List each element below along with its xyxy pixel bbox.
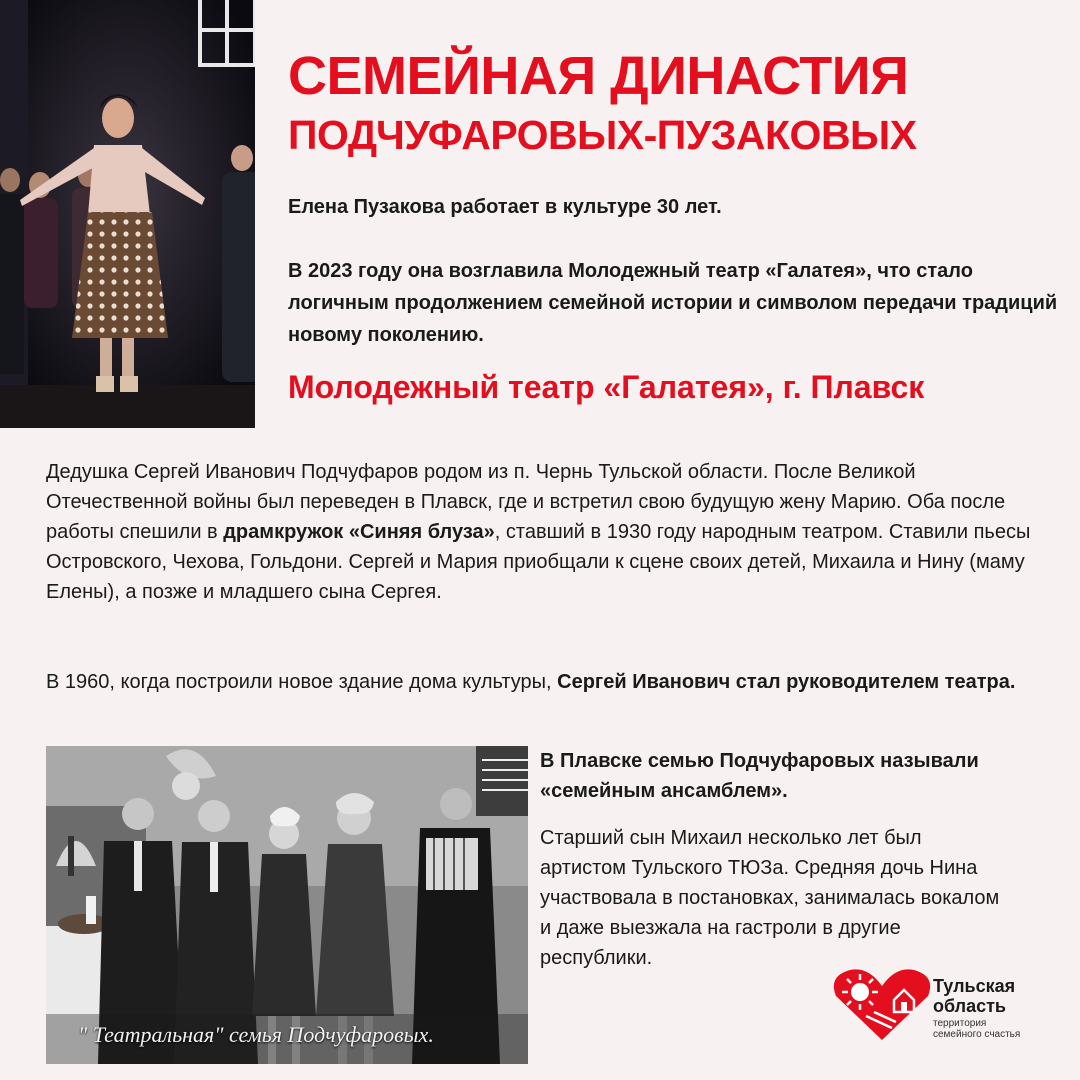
history-highlight: драмкружок «Синяя блуза» [223,521,495,543]
heart-logo-icon [832,966,932,1042]
stage-photo [0,0,255,428]
ensemble-heading: В Плавске семью Подчуфаровых называли «семейным ансамблем». [540,750,979,802]
intro-line-2: В 2023 году она возглавила Молодежный театр «Галатея», что стало логичным продолжением семейной истории и символом передачи традиций новому поколению. [288,260,1058,346]
theatre-name-heading: Молодежный театр «Галатея», г. Плавск [288,369,925,405]
page-title: СЕМЕЙНАЯ ДИНАСТИЯ [288,46,909,106]
logo-tagline: территория семейного счастья [933,1018,1021,1040]
photo-caption: " Театральная" семья Подчуфаровых. [78,1022,434,1047]
children-paragraph: Старший сын Михаил несколько лет был артистом Тульского ТЮЗа. Средняя дочь Нина участвовала в постановках, занималась вокалом и даже выезжала на гастроли в другие республики. [540,827,1000,969]
history-text-2: , ставший в 1930 году народным театром. Ставили пьесы Островского, Чехова, Гольдони. Сергей и Мария приобщали к сцене своих детей, Михаила и Нину (маму Елены), а позже и младшего сына Сергея. [46,521,1031,603]
logo-name: Тульская область [933,976,1016,1016]
intro-line-1: Елена Пузакова работает в культуре 30 лет. [288,196,722,218]
page-subtitle: ПОДЧУФАРОВЫХ-ПУЗАКОВЫХ [288,112,917,158]
family-ensemble-photo [46,746,528,1064]
director-paragraph [46,667,1046,697]
director-highlight: Сергей Иванович стал руководителем театра. [557,671,1016,693]
history-paragraph [46,457,1046,607]
director-text: В 1960, когда построили новое здание дома культуры, [46,671,558,693]
history-text-1: Дедушка Сергей Иванович Подчуфаров родом из п. Чернь Тульской области. После Великой Отечественной войны был переведен в Плавск, где и встретил свою будущую жену Марию. Оба после работы спешили в [46,461,1006,543]
